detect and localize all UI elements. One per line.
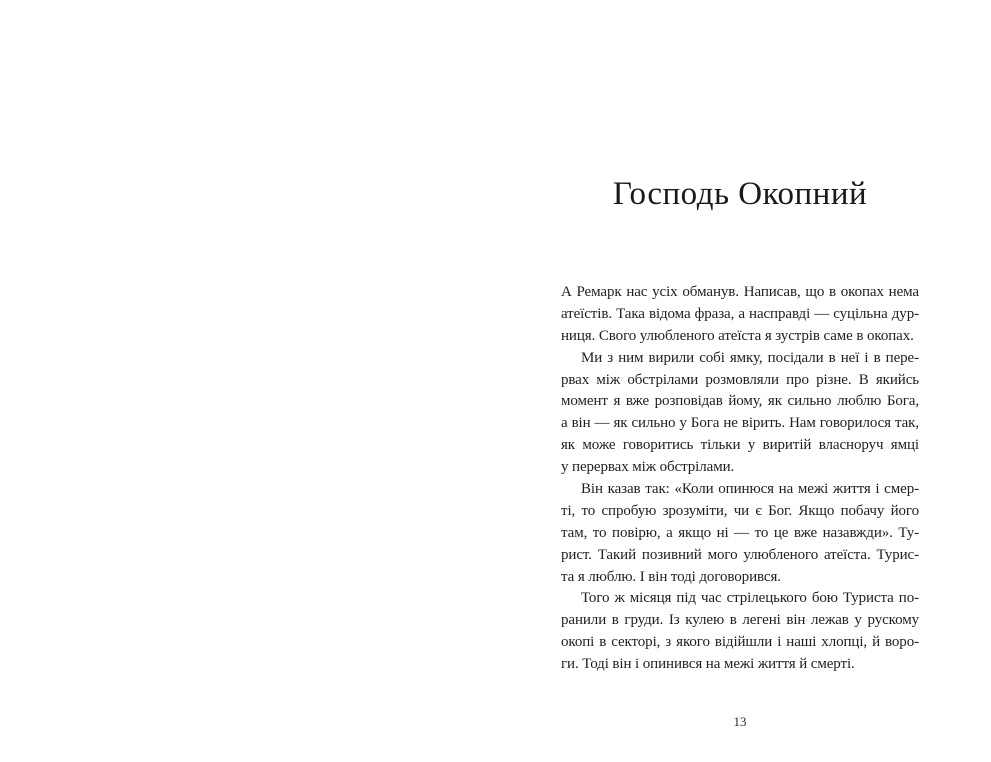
text-line: рист. Такий позивний мого улюбленого атеїста. Турис-	[561, 546, 919, 563]
paragraph	[561, 348, 919, 479]
paragraph	[561, 588, 919, 676]
text-line: як може говоритись тільки у виритій власноруч ямці	[561, 437, 919, 454]
paragraph	[561, 479, 919, 588]
text-line: та я люблю. І він тоді договорився.	[561, 568, 781, 585]
text-line: Він казав так: «Коли опинюся на межі життя і смер-	[581, 481, 919, 498]
text-line: А Ремарк нас усіх обманув. Написав, що в окопах нема	[561, 284, 919, 300]
text-line: там, то повірю, а якщо ні — то це вже назавжди». Ту-	[561, 524, 919, 541]
text-line: у перервах між обстрілами.	[561, 459, 735, 476]
text-line: момент я вже розповідав йому, як сильно люблю Бога,	[561, 393, 919, 410]
text-line: атеїстів. Така відома фраза, а насправді — суцільна дур-	[561, 305, 919, 322]
paragraph	[561, 282, 919, 348]
text-line: а він — як сильно у Бога не вірить. Нам говорилося так,	[561, 415, 919, 432]
text-line: ниця. Свого улюбленого атеїста я зустрів саме в окопах.	[561, 327, 914, 344]
text-line: рвах між обстрілами розмовляли про різне. В якийсь	[561, 371, 919, 388]
text-line: окопі в секторі, з якого відійшли і наші хлопці, й воро-	[561, 634, 919, 651]
text-line: ги. Тоді він і опинився на межі життя й смерті.	[561, 656, 855, 673]
body-text	[561, 282, 919, 676]
text-column	[561, 0, 919, 762]
text-line: Ми з ним вирили собі ямку, посідали в неї і в пере-	[581, 349, 919, 366]
text-line: ті, то спробую зрозуміти, чи є Бог. Якщо побачу його	[561, 502, 919, 519]
text-line: ранили в груди. Із кулею в легені він лежав у рускому	[561, 612, 919, 629]
text-line: Того ж місяця під час стрілецького бою Туриста по-	[581, 590, 919, 607]
page-number: 13	[733, 714, 747, 729]
chapter-title: Господь Окопний	[612, 176, 868, 212]
